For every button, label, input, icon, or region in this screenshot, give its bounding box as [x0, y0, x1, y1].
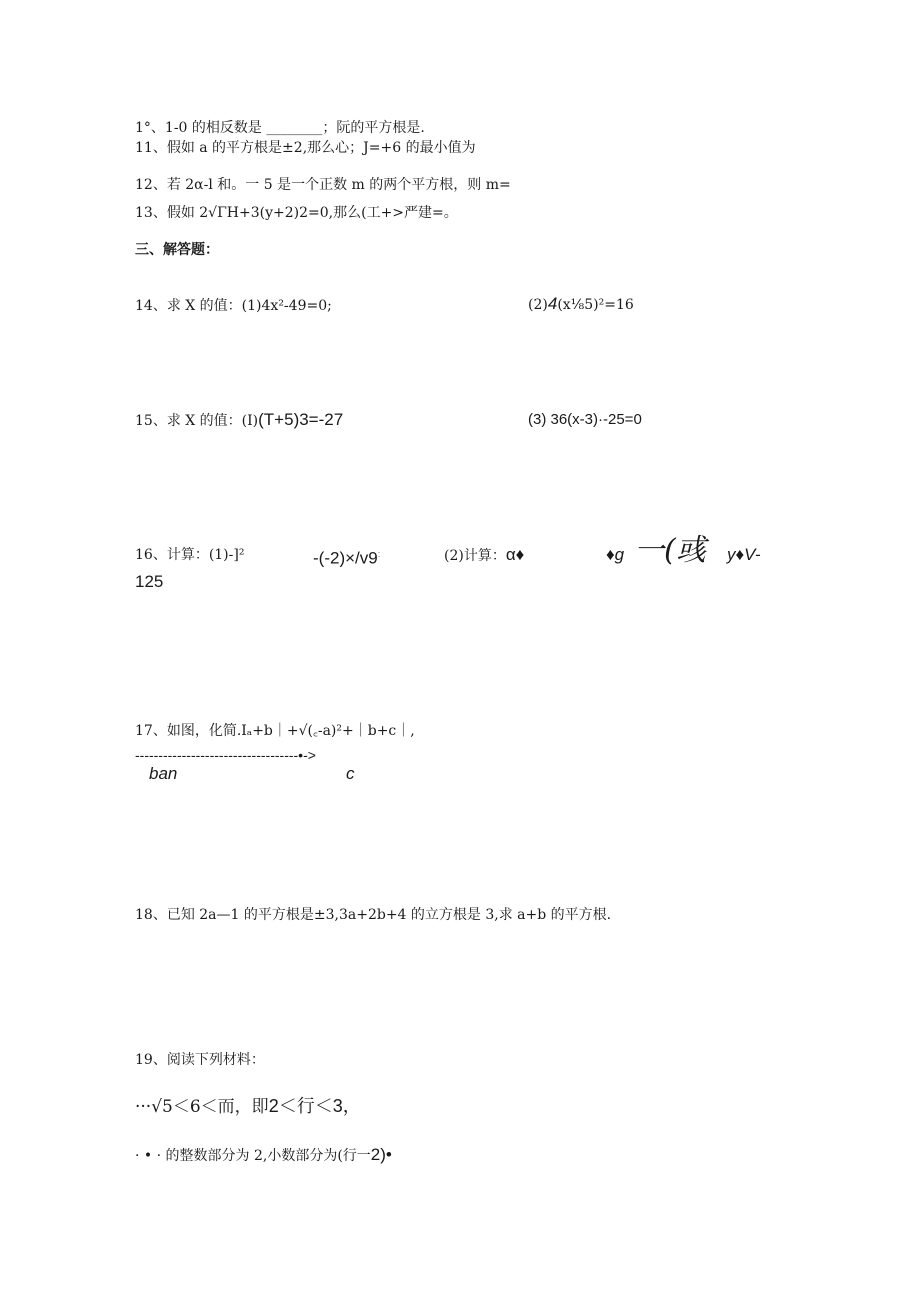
question-16-line-2: 125: [135, 572, 164, 591]
question-16-part-2-prefix: (2)计算：: [444, 548, 506, 564]
question-12: 12、若 2α-l 和。一 5 是一个正数 m 的两个平方根，则 m=: [135, 177, 511, 193]
question-16-part-2-g: ♦g: [606, 545, 625, 564]
question-10-text-a: 1°、1-0 的相反数是: [135, 120, 267, 136]
number-line: -----------------------------------•->: [135, 747, 316, 763]
question-16-part-1: 16、计算：(1)-]²: [135, 547, 245, 563]
question-19-title: 19、阅读下列材料：: [135, 1052, 265, 1068]
question-16-part-1-expr-main: -(-2)×/v9: [313, 548, 378, 568]
question-14-part-2-prefix: (2): [528, 297, 548, 313]
question-16-part-2-tail: y♦V-: [727, 545, 761, 564]
question-19-line-1-math: 2＜行＜3，: [268, 1096, 361, 1116]
question-14-part-2-num: 4: [547, 294, 558, 313]
question-19-line-2: [135, 1146, 392, 1165]
question-15-part-1-prefix: 15、求 X 的值：(I): [135, 413, 259, 429]
question-14-part-1: 14、求 X 的值：(1)4x²-49=0;: [135, 298, 332, 314]
question-10-blank: ________: [266, 120, 323, 136]
question-11: 11、假如 a 的平方根是±2,那么心；J=+6 的最小值为: [135, 140, 476, 156]
question-19-line-2-math: 2)•: [370, 1145, 392, 1164]
question-19-line-1-prefix: ···√5＜6＜而，即: [135, 1097, 269, 1117]
question-16-part-2-expr: α♦: [505, 545, 525, 564]
question-15-part-1: [135, 411, 343, 430]
question-13: 13、假如 2√ΓH+3(y+2)2=0,那么(工+>严建=。: [135, 205, 458, 221]
question-10-text-b: ；阮的平方根是.: [322, 120, 425, 136]
question-16-part-1-sup: ː: [377, 549, 381, 559]
number-line-label-c: c: [346, 764, 355, 783]
number-line-label-ban: ban: [149, 764, 178, 783]
question-19-line-1: [135, 1097, 361, 1117]
question-16-part-2-big: 一(彧: [634, 533, 706, 568]
question-18: 18、已知 2a—1 的平方根是±3,3a+2b+4 的立方根是 3,求 a+b 的平方根.: [135, 907, 612, 923]
question-17: 17、如图，化简.Iₐ+b｜+√(꜀-a)²+｜b+c｜,: [135, 723, 415, 739]
question-16-part-1-expr: [313, 545, 380, 568]
section-heading: 三、解答题：: [135, 242, 219, 258]
question-16-part-2: [444, 546, 524, 565]
question-10: [135, 119, 425, 137]
question-19-line-2-prefix: · • · 的整数部分为 2,小数部分为(行一: [135, 1148, 371, 1164]
question-15-part-1-expr: (T+5)3=-27: [258, 410, 344, 429]
question-14-part-2: [528, 295, 634, 314]
question-15-part-2: (3) 36(x-3)·-25=0: [528, 411, 642, 428]
question-14-part-2-rest: (x⅛5)²=16: [557, 297, 634, 313]
